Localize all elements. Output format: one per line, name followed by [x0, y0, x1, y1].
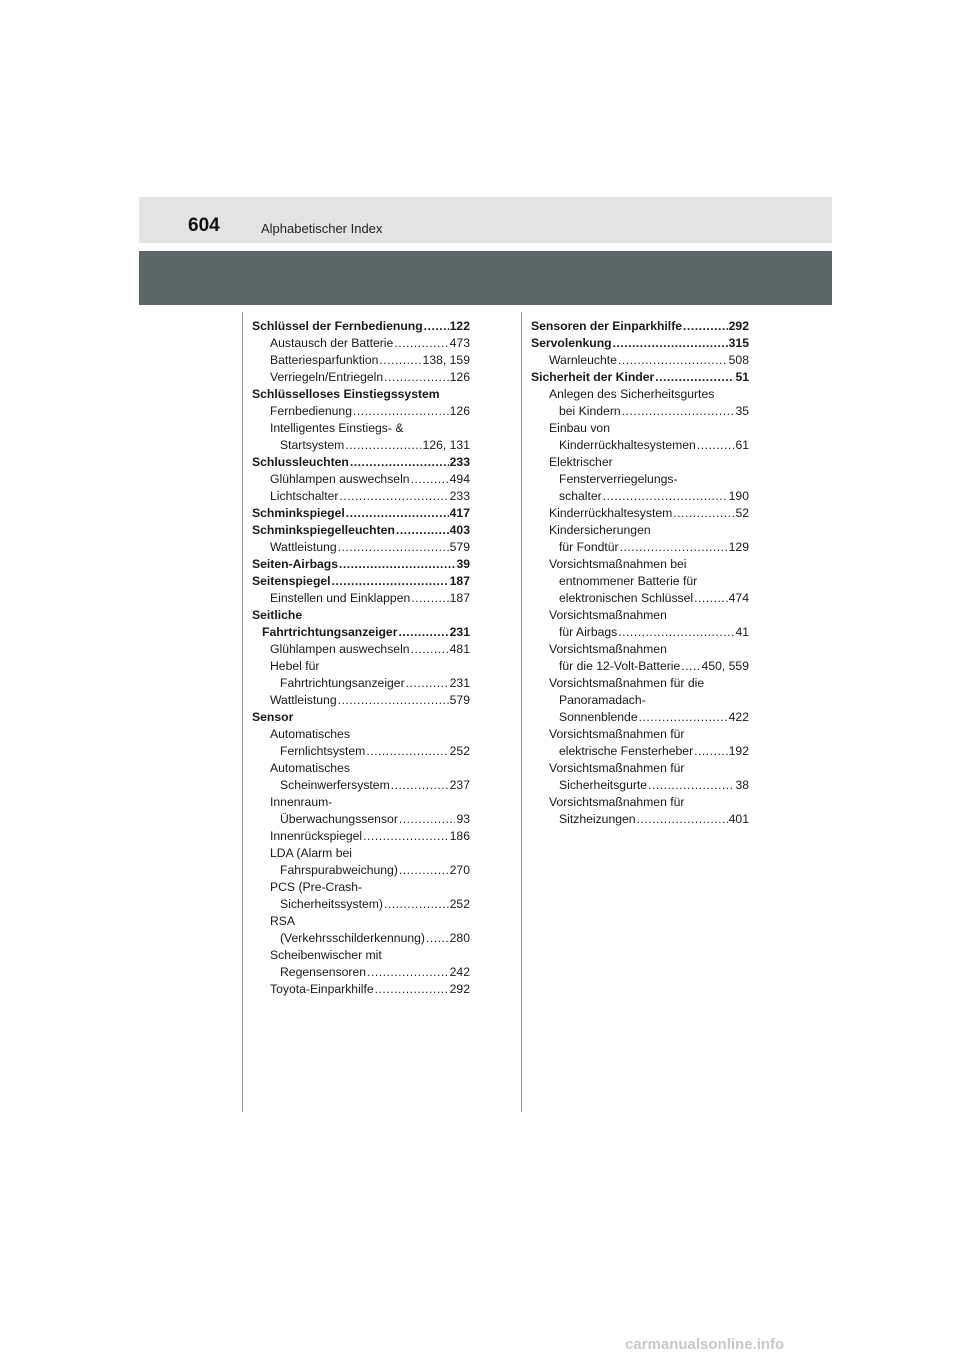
index-entry [252, 573, 470, 590]
index-entry-page: 126 [449, 404, 470, 418]
index-entry-page: 494 [449, 472, 470, 486]
index-entry-label: Schminkspiegel [252, 506, 345, 520]
left-column-rule [242, 312, 243, 1112]
index-entry-page: 270 [449, 863, 470, 877]
index-heading-line: Intelligentes Einstiegs- & [270, 421, 404, 435]
index-entry-page: 61 [735, 438, 749, 452]
leader-dots [384, 896, 449, 913]
index-entry [252, 930, 470, 947]
index-entry [531, 658, 749, 675]
index-entry-page: 231 [449, 625, 470, 639]
index-entry [531, 505, 749, 522]
index-entry [252, 352, 470, 369]
index-entry-page: 231 [449, 676, 470, 690]
index-heading-line: Vorsichtsmaßnahmen für [549, 727, 685, 741]
index-entry [252, 590, 470, 607]
index-entry [252, 964, 470, 981]
index-entry-label: Toyota-Einparkhilfe [270, 982, 374, 996]
index-entry [252, 862, 470, 879]
index-entry-page: 237 [449, 778, 470, 792]
page-number: 604 [188, 215, 220, 236]
leader-dots [399, 862, 449, 879]
index-entry-label: Verriegeln/Entriegeln [270, 370, 384, 384]
index-heading-line: Einbau von [549, 421, 610, 435]
index-entry-label: Sicherheitsgurte [559, 778, 648, 792]
leader-dots [424, 318, 449, 335]
index-entry-label: Fahrtrichtungsanzeiger [262, 625, 398, 639]
leader-dots [338, 692, 449, 709]
index-entry-page: 473 [449, 336, 470, 350]
index-entry-label: Startsystem [280, 438, 345, 452]
index-entry [252, 539, 470, 556]
index-entry-label: Sicherheitssystem) [280, 897, 383, 911]
index-heading-line: Seitliche [252, 608, 303, 622]
index-entry-label: bei Kindern [559, 404, 621, 418]
index-entry-page: 292 [728, 319, 749, 333]
leader-dots [375, 981, 449, 998]
index-heading-line: Automatisches [270, 761, 350, 775]
index-entry-page: 579 [449, 540, 470, 554]
index-entry [531, 352, 749, 369]
index-entry-page: 138, 159 [422, 353, 470, 367]
leader-dots [411, 590, 448, 607]
index-entry [252, 369, 470, 386]
index-entry-label: Fahrtrichtungsanzeiger [280, 676, 405, 690]
index-entry-label: für Fondtür [559, 540, 619, 554]
watermark: carmanualsonline.info [625, 1336, 785, 1353]
index-entry-page: 93 [456, 812, 470, 826]
index-entry-page: 401 [728, 812, 749, 826]
leader-dots [694, 590, 728, 607]
index-entry [531, 437, 749, 454]
section-title: Alphabetischer Index [261, 221, 383, 236]
index-entry-label: Wattleistung [270, 540, 337, 554]
leader-dots [683, 318, 728, 335]
leader-dots [648, 777, 734, 794]
index-entry-label: Lichtschalter [270, 489, 339, 503]
index-heading-line: Sensor [252, 710, 294, 724]
leader-dots [426, 930, 449, 947]
index-entry-label: elektrische Fensterheber [559, 744, 694, 758]
index-entry-page: 192 [728, 744, 749, 758]
leader-dots [353, 403, 449, 420]
index-entry-label: schalter [559, 489, 602, 503]
index-entry [531, 590, 749, 607]
leader-dots [346, 505, 449, 522]
index-entry [531, 335, 749, 352]
index-entry [531, 709, 749, 726]
index-heading-line: Hebel für [270, 659, 320, 673]
index-entry-page: 508 [728, 353, 749, 367]
index-entry [252, 454, 470, 471]
index-heading-line: Scheibenwischer mit [270, 948, 382, 962]
index-entry-page: 52 [735, 506, 749, 520]
index-entry-label: Sitzheizungen [559, 812, 636, 826]
leader-dots [345, 437, 421, 454]
index-heading-line: Schlüsselloses Einstiegssystem [252, 387, 440, 401]
index-entry-page: 233 [449, 455, 470, 469]
index-entry-page: 122 [449, 319, 470, 333]
index-entry-page: 233 [449, 489, 470, 503]
leader-dots [363, 828, 449, 845]
index-entry [252, 522, 470, 539]
index-entry-label: Schminkspiegelleuchten [252, 523, 395, 537]
index-entry-label: Regensensoren [280, 965, 367, 979]
index-entry-page: 315 [728, 336, 749, 350]
leader-dots [384, 369, 449, 386]
index-entry-label: Einstellen und Einklappen [270, 591, 411, 605]
leader-dots [411, 471, 449, 488]
index-entry [252, 743, 470, 760]
leader-dots [681, 658, 700, 675]
index-entry-page: 422 [728, 710, 749, 724]
index-entry-label: Fahrspurabweichung) [280, 863, 398, 877]
index-column-right [531, 318, 749, 828]
index-entry-page: 579 [449, 693, 470, 707]
index-entry-page: 51 [735, 370, 749, 384]
index-entry-label: Fernlichtsystem [280, 744, 366, 758]
index-heading-line: Innenraum- [270, 795, 333, 809]
leader-dots [622, 403, 735, 420]
index-column-left [252, 318, 470, 998]
index-entry [252, 981, 470, 998]
index-entry-label: Scheinwerfersystem [280, 778, 390, 792]
index-entry-page: 292 [449, 982, 470, 996]
index-heading-line: Vorsichtsmaßnahmen für die [549, 676, 705, 690]
index-entry [252, 896, 470, 913]
index-entry [531, 539, 749, 556]
leader-dots [411, 641, 449, 658]
leader-dots [697, 437, 735, 454]
leader-dots [399, 811, 456, 828]
index-entry-page: 403 [449, 523, 470, 537]
index-entry [252, 641, 470, 658]
leader-dots [673, 505, 734, 522]
index-entry [252, 471, 470, 488]
index-entry-page: 417 [449, 506, 470, 520]
index-entry [531, 777, 749, 794]
leader-dots [332, 573, 449, 590]
index-heading-line: Anlegen des Sicherheitsgurtes [549, 387, 715, 401]
index-heading-line: Vorsichtsmaßnahmen für [549, 761, 685, 775]
index-entry-label: Überwachungssensor [280, 812, 398, 826]
index-entry-label: Innenrückspiegel [270, 829, 363, 843]
index-entry [531, 624, 749, 641]
index-entry [252, 777, 470, 794]
index-entry-page: 242 [449, 965, 470, 979]
index-entry-page: 474 [728, 591, 749, 605]
index-entry-label: Seiten-Airbags [252, 557, 339, 571]
leader-dots [613, 335, 728, 352]
index-heading-line: LDA (Alarm bei [270, 846, 352, 860]
index-entry-label: Schlussleuchten [252, 455, 349, 469]
index-entry [252, 556, 470, 573]
leader-dots [637, 811, 728, 828]
index-entry-page: 190 [728, 489, 749, 503]
leader-dots [339, 556, 455, 573]
index-entry-label: Glühlampen auswechseln [270, 642, 410, 656]
index-entry-page: 252 [449, 897, 470, 911]
leader-dots [655, 369, 734, 386]
index-entry-page: 129 [728, 540, 749, 554]
index-entry-label: Sonnenblende [559, 710, 638, 724]
index-heading-line: Fensterverriegelungs- [559, 472, 678, 486]
index-entry [252, 488, 470, 505]
leader-dots [350, 454, 449, 471]
index-entry [531, 811, 749, 828]
leader-dots [603, 488, 728, 505]
index-entry-label: Warnleuchte [549, 353, 617, 367]
index-entry [252, 692, 470, 709]
index-heading-line: PCS (Pre-Crash- [270, 880, 363, 894]
index-entry-label: Austausch der Batterie [270, 336, 394, 350]
index-entry [252, 403, 470, 420]
index-entry [252, 335, 470, 352]
index-heading-line: Vorsichtsmaßnahmen [549, 642, 667, 656]
index-entry-label: Sicherheit der Kinder [531, 370, 655, 384]
index-entry-label: Kinderrückhaltesystem [549, 506, 673, 520]
index-entry-page: 39 [456, 557, 470, 571]
right-column-rule [521, 312, 522, 1112]
index-entry-page: 38 [735, 778, 749, 792]
index-entry-label: Servolenkung [531, 336, 612, 350]
header-band [139, 197, 832, 243]
leader-dots [339, 488, 448, 505]
leader-dots [379, 352, 421, 369]
index-entry-page: 126, 131 [422, 438, 470, 452]
leader-dots [406, 675, 449, 692]
index-entry-page: 35 [735, 404, 749, 418]
leader-dots [618, 624, 734, 641]
index-heading-line: Vorsichtsmaßnahmen für [549, 795, 685, 809]
index-entry-label: Schlüssel der Fernbedienung [252, 319, 423, 333]
index-entry-label: Sensoren der Einparkhilfe [531, 319, 683, 333]
index-entry-page: 280 [449, 931, 470, 945]
index-entry [531, 403, 749, 420]
index-heading-line: Automatisches [270, 727, 350, 741]
leader-dots [398, 624, 448, 641]
index-entry [252, 437, 470, 454]
index-entry-label: Fernbedienung [270, 404, 352, 418]
index-entry-page: 126 [449, 370, 470, 384]
index-heading-line: entnommener Batterie für [559, 574, 698, 588]
index-entry [252, 675, 470, 692]
index-entry-label: Kinderrückhaltesystemen [559, 438, 696, 452]
index-entry-label: Wattleistung [270, 693, 337, 707]
index-entry-label: Glühlampen auswechseln [270, 472, 410, 486]
index-entry-label: für Airbags [559, 625, 618, 639]
index-entry-label: Batteriesparfunktion [270, 353, 379, 367]
index-entry [252, 318, 470, 335]
index-entry-page: 450, 559 [701, 659, 749, 673]
index-entry [252, 624, 470, 641]
leader-dots [396, 522, 449, 539]
index-heading-line: Elektrischer [549, 455, 613, 469]
index-entry-label: für die 12-Volt-Batterie [559, 659, 681, 673]
index-heading-line: Vorsichtsmaßnahmen bei [549, 557, 687, 571]
leader-dots [394, 335, 448, 352]
index-entry-page: 187 [449, 591, 470, 605]
index-entry [252, 828, 470, 845]
index-entry [531, 318, 749, 335]
index-entry-page: 41 [735, 625, 749, 639]
index-entry [531, 743, 749, 760]
index-entry-page: 187 [449, 574, 470, 588]
leader-dots [618, 352, 728, 369]
index-heading-line: RSA [270, 914, 296, 928]
index-entry-label: elektronischen Schlüssel [559, 591, 694, 605]
dark-banner [139, 251, 832, 305]
index-entry-label: (Verkehrsschilderkennung) [280, 931, 425, 945]
index-entry [531, 369, 749, 386]
leader-dots [367, 964, 449, 981]
index-heading-line: Kindersicherungen [549, 523, 651, 537]
index-entry-page: 252 [449, 744, 470, 758]
index-heading-line: Panoramadach- [559, 693, 646, 707]
index-entry [252, 811, 470, 828]
leader-dots [338, 539, 449, 556]
leader-dots [694, 743, 728, 760]
index-heading-line: Vorsichtsmaßnahmen [549, 608, 667, 622]
index-entry [252, 505, 470, 522]
index-entry-label: Seitenspiegel [252, 574, 331, 588]
leader-dots [620, 539, 728, 556]
index-entry [531, 488, 749, 505]
index-entry-page: 481 [449, 642, 470, 656]
leader-dots [391, 777, 449, 794]
leader-dots [366, 743, 448, 760]
leader-dots [639, 709, 728, 726]
index-entry-page: 186 [449, 829, 470, 843]
